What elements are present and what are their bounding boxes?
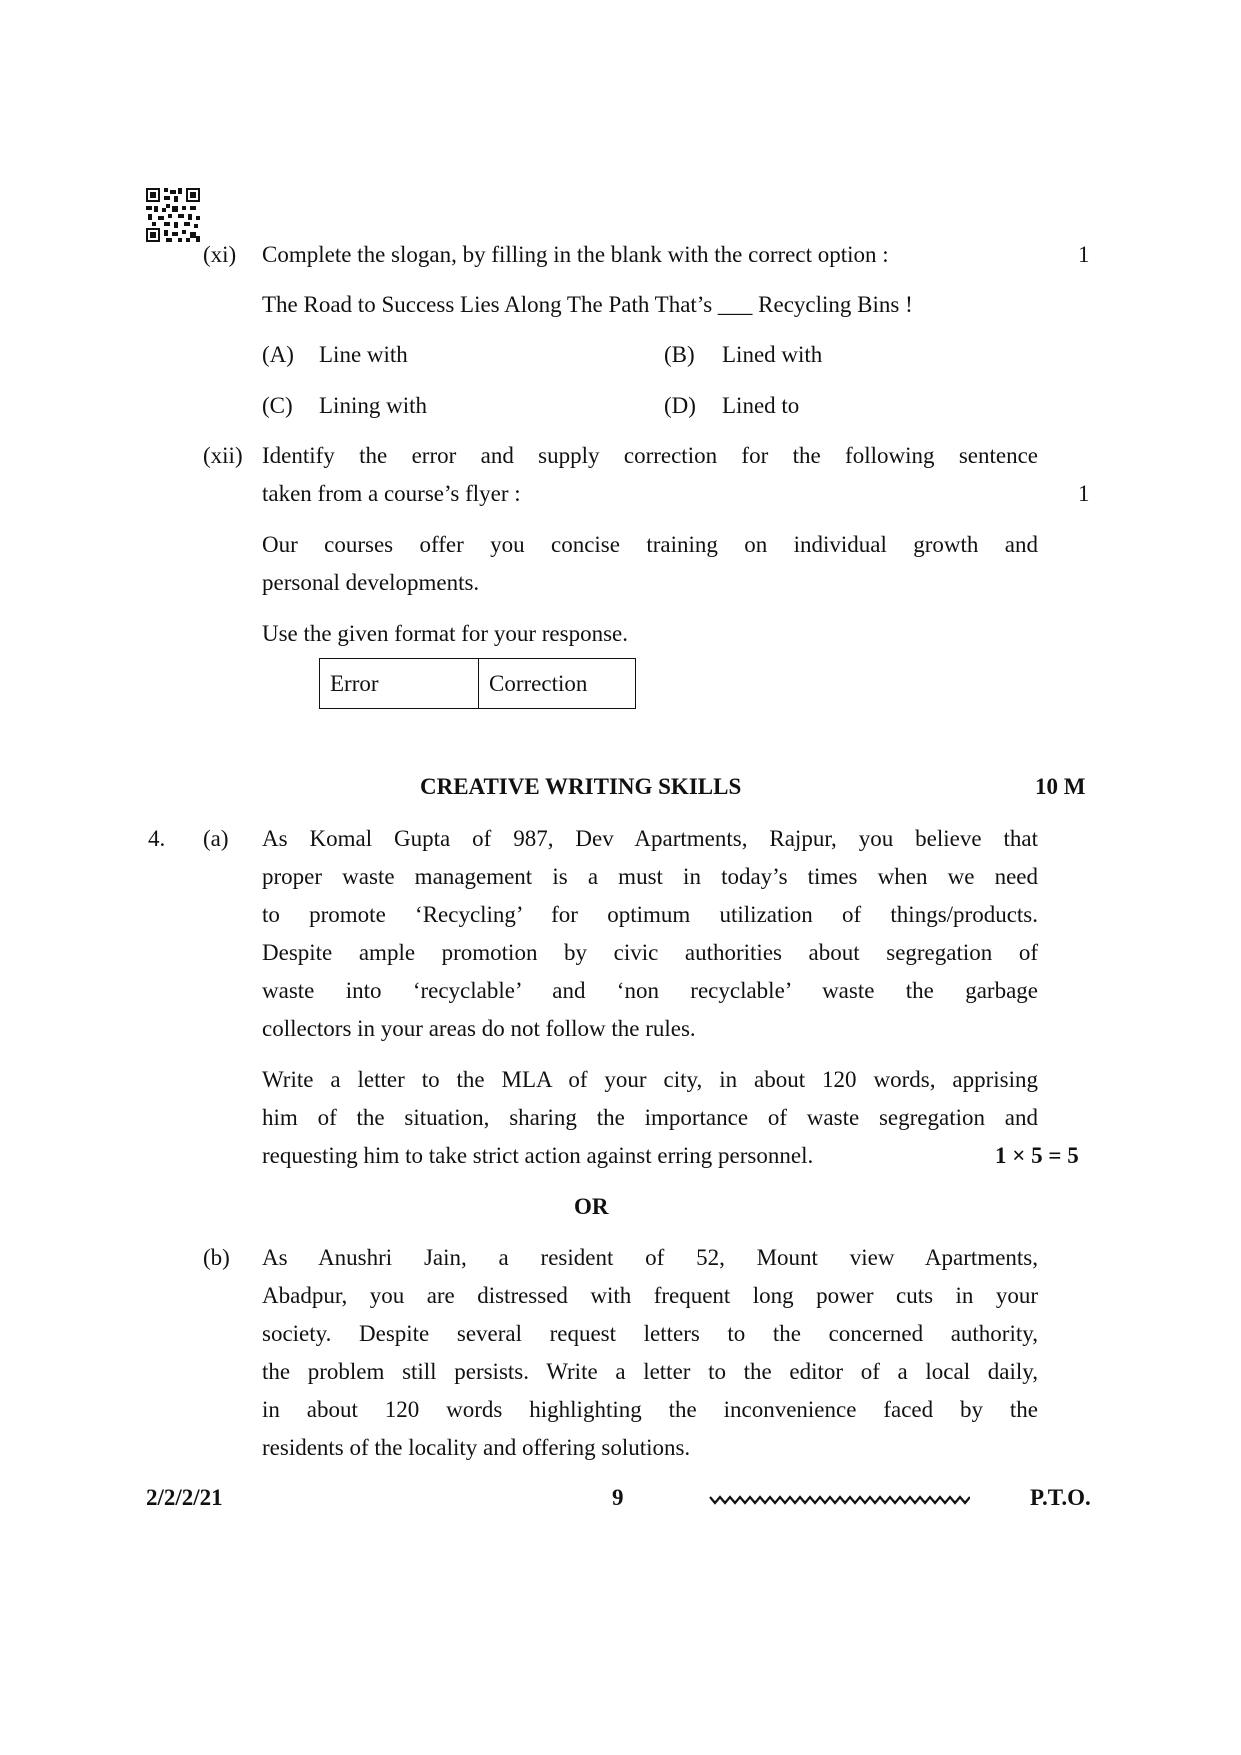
q4b-line-6: residents of the locality and offering solutions. xyxy=(262,1435,691,1460)
q12-marks: 1 xyxy=(1078,481,1090,506)
q11-number: (xi) xyxy=(203,242,237,267)
qr-code-icon xyxy=(146,188,200,242)
q4b-line-2: Abadpur, you are distressed with frequent long power cuts in your xyxy=(262,1283,1038,1308)
option-b-text: Lined with xyxy=(722,342,823,367)
q4a-line-5: waste into ‘recyclable’ and ‘non recyclable’ waste the garbage xyxy=(262,978,1038,1003)
footer-code: 2/2/2/21 xyxy=(146,1485,223,1510)
slogan-before: The Road to Success Lies Along The Path That’s xyxy=(262,292,713,317)
q4b-line-3: society. Despite several request letters to the concerned authority, xyxy=(262,1321,1038,1346)
option-d-label: (D) xyxy=(664,393,696,418)
q4b-line-1: As Anushri Jain, a resident of 52, Mount view Apartments, xyxy=(262,1245,1038,1270)
q12-line-2: taken from a course’s flyer : xyxy=(262,481,521,506)
q12-sentence-1: Our courses offer you concise training on individual growth and xyxy=(262,532,1038,557)
section-title: CREATIVE WRITING SKILLS xyxy=(420,774,742,799)
option-a-label: (A) xyxy=(262,342,294,367)
table-header-correction: Correction xyxy=(479,659,636,709)
q4a-label: (a) xyxy=(203,826,229,851)
q4a-line-1: As Komal Gupta of 987, Dev Apartments, Rajpur, you believe that xyxy=(262,826,1038,851)
option-c-label: (C) xyxy=(262,393,293,418)
q4b-label: (b) xyxy=(203,1245,230,1270)
wavy-line-icon xyxy=(708,1490,970,1510)
option-d-text: Lined to xyxy=(722,393,800,418)
q4a-line-2: proper waste management is a must in today’s times when we need xyxy=(262,864,1038,889)
option-c-text: Lining with xyxy=(319,393,427,418)
q4a-task-line-1: Write a letter to the MLA of your city, in about 120 words, apprising xyxy=(262,1067,1038,1092)
option-a-text: Line with xyxy=(319,342,408,367)
q4a-line-4: Despite ample promotion by civic authorities about segregation of xyxy=(262,940,1038,965)
or-separator: OR xyxy=(574,1194,609,1219)
q12-line-1: Identify the error and supply correction for the following sentence xyxy=(262,443,1038,468)
q4-number: 4. xyxy=(148,826,166,851)
q4a-task-line-2: him of the situation, sharing the importance of waste segregation and xyxy=(262,1105,1038,1130)
page-number: 9 xyxy=(612,1485,624,1510)
q4b-line-4: the problem still persists. Write a letter to the editor of a local daily, xyxy=(262,1359,1038,1384)
q12-sentence-2: personal developments. xyxy=(262,570,480,595)
q4a-line-3: to promote ‘Recycling’ for optimum utilization of things/products. xyxy=(262,902,1038,927)
section-marks: 10 M xyxy=(1035,774,1086,799)
pto-label: P.T.O. xyxy=(1030,1485,1091,1510)
q11-slogan xyxy=(262,290,913,320)
q4a-task-line-3: requesting him to take strict action against erring personnel. xyxy=(262,1143,814,1168)
q4a-marks: 1 × 5 = 5 xyxy=(995,1143,1079,1168)
q12-number: (xii) xyxy=(203,443,243,468)
q12-format-note: Use the given format for your response. xyxy=(262,621,628,646)
slogan-after: Recycling Bins ! xyxy=(758,292,913,317)
q4a-line-6: collectors in your areas do not follow the rules. xyxy=(262,1016,696,1041)
q11-text: Complete the slogan, by filling in the blank with the correct option : xyxy=(262,242,889,267)
response-format-table xyxy=(319,658,636,709)
slogan-blank: ___ xyxy=(717,292,753,317)
option-b-label: (B) xyxy=(664,342,695,367)
table-header-error: Error xyxy=(320,659,479,709)
q4b-line-5: in about 120 words highlighting the inconvenience faced by the xyxy=(262,1397,1038,1422)
q11-marks: 1 xyxy=(1078,242,1090,267)
